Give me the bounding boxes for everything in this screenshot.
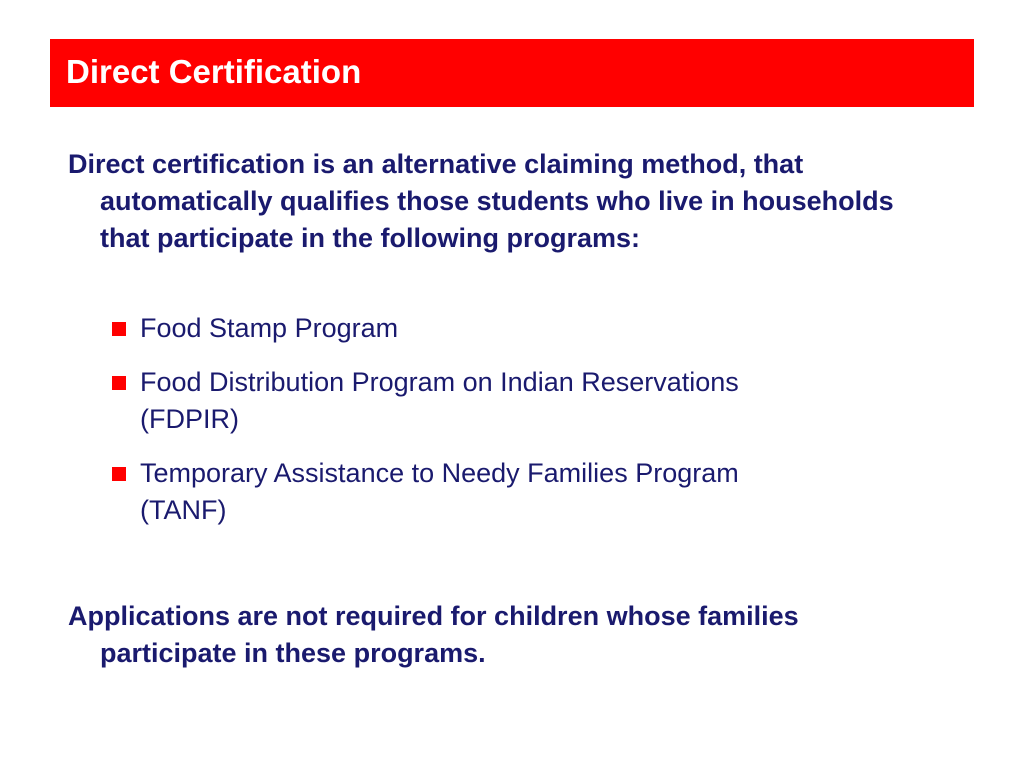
program-label: Food Stamp Program xyxy=(140,313,399,343)
program-list-item xyxy=(112,455,832,529)
slide-title-bar xyxy=(50,39,974,107)
red-square-bullet-icon xyxy=(112,322,126,336)
closing-paragraph: Applications are not required for children whose families participate in these programs. xyxy=(68,601,799,668)
program-label: Food Distribution Program on Indian Reservations (FDPIR) xyxy=(140,367,739,434)
program-list xyxy=(112,310,832,546)
slide-title: Direct Certification xyxy=(66,53,362,90)
program-label: Temporary Assistance to Needy Families Program (TANF) xyxy=(140,458,739,525)
intro-paragraph: Direct certification is an alternative claiming method, that automatically qualifies those students who live in households that participate in the following programs: xyxy=(68,149,894,253)
red-square-bullet-icon xyxy=(112,376,126,390)
program-list-item xyxy=(112,310,832,347)
red-square-bullet-icon xyxy=(112,467,126,481)
program-list-item xyxy=(112,364,832,438)
